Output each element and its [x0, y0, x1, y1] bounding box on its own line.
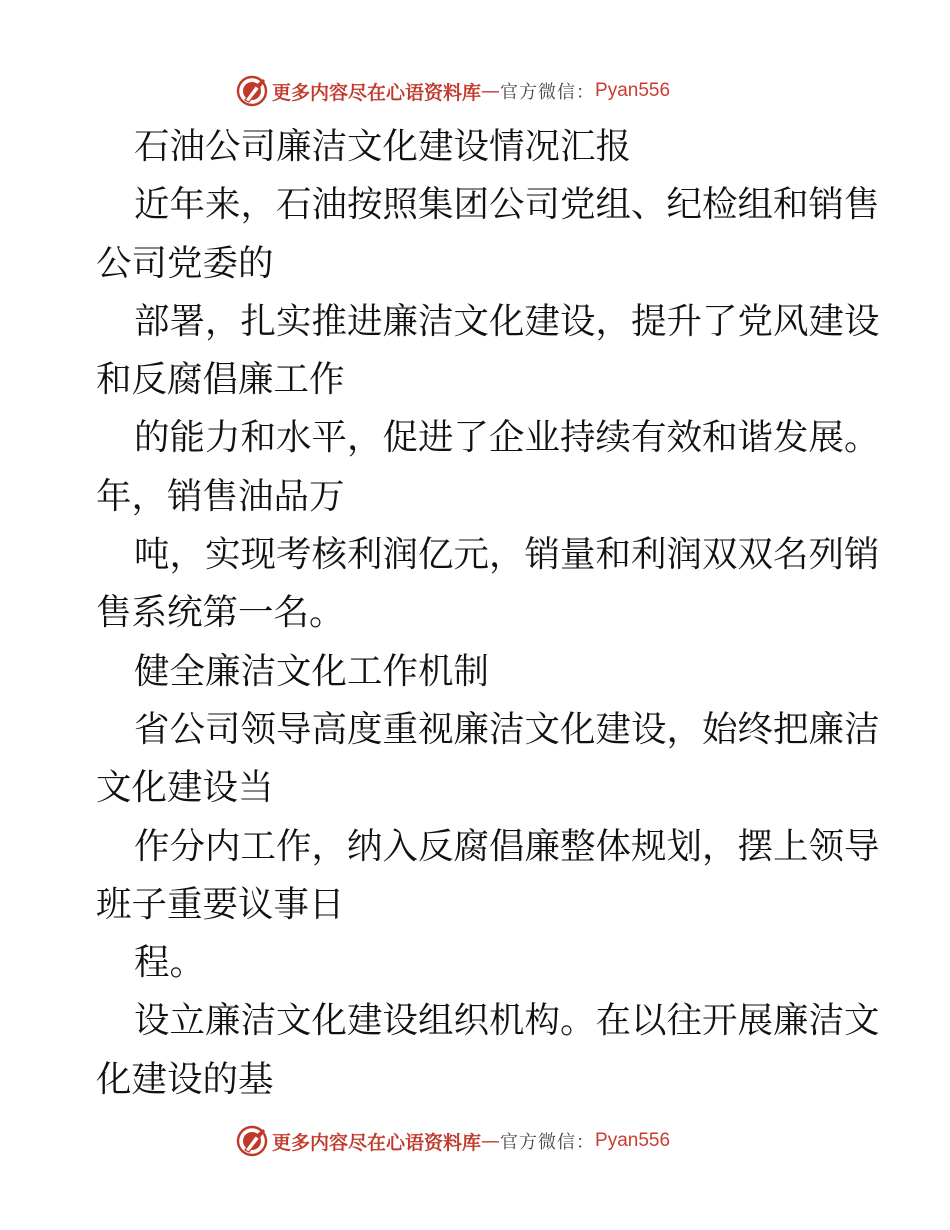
watermark-official-label: 官方微信：	[500, 82, 596, 103]
text-line: 公司党委的	[96, 242, 274, 284]
text-line: 设立廉洁文化建设组织机构。在以往开展廉洁文	[134, 1000, 880, 1042]
text-line: 程。	[134, 942, 206, 984]
watermark-dash: —	[481, 1130, 501, 1152]
text-line: 吨，实现考核利润亿元，销量和利润双双名列销	[134, 534, 880, 576]
watermark-wechat-id: Pyan556	[595, 80, 671, 101]
text-line: 和反腐倡廉工作	[96, 359, 345, 401]
text-line: 售系统第一名。	[96, 592, 345, 634]
watermark-dash: —	[481, 80, 501, 102]
pen-nib-seal-icon	[236, 1125, 268, 1157]
text-line: 部署，扎实推进廉洁文化建设，提升了党风建设	[134, 300, 880, 342]
text-line: 省公司领导高度重视廉洁文化建设，始终把廉洁	[134, 708, 880, 750]
text-line: 班子重要议事日	[96, 883, 345, 925]
document-title: 石油公司廉洁文化建设情况汇报	[134, 126, 632, 167]
watermark-official-label: 官方微信：	[500, 1132, 596, 1153]
watermark-brand-text: 更多内容尽在心语资料库	[272, 1131, 482, 1154]
header-watermark	[236, 74, 670, 108]
text-line: 作分内工作，纳入反腐倡廉整体规划，摆上领导	[134, 825, 880, 867]
text-line: 年，销售油品万	[96, 475, 345, 517]
text-line: 的能力和水平，促进了企业持续有效和谐发展。	[134, 417, 880, 459]
watermark-brand-text: 更多内容尽在心语资料库	[272, 81, 482, 104]
pen-nib-seal-icon	[236, 75, 268, 107]
text-line: 近年来，石油按照集团公司党组、纪检组和销售	[134, 184, 880, 226]
watermark-wechat-id: Pyan556	[595, 1130, 671, 1151]
document-body	[96, 118, 880, 1109]
footer-watermark	[236, 1124, 670, 1158]
section-heading: 健全廉洁文化工作机制	[134, 650, 490, 692]
text-line: 化建设的基	[96, 1058, 274, 1100]
text-line: 文化建设当	[96, 767, 274, 809]
